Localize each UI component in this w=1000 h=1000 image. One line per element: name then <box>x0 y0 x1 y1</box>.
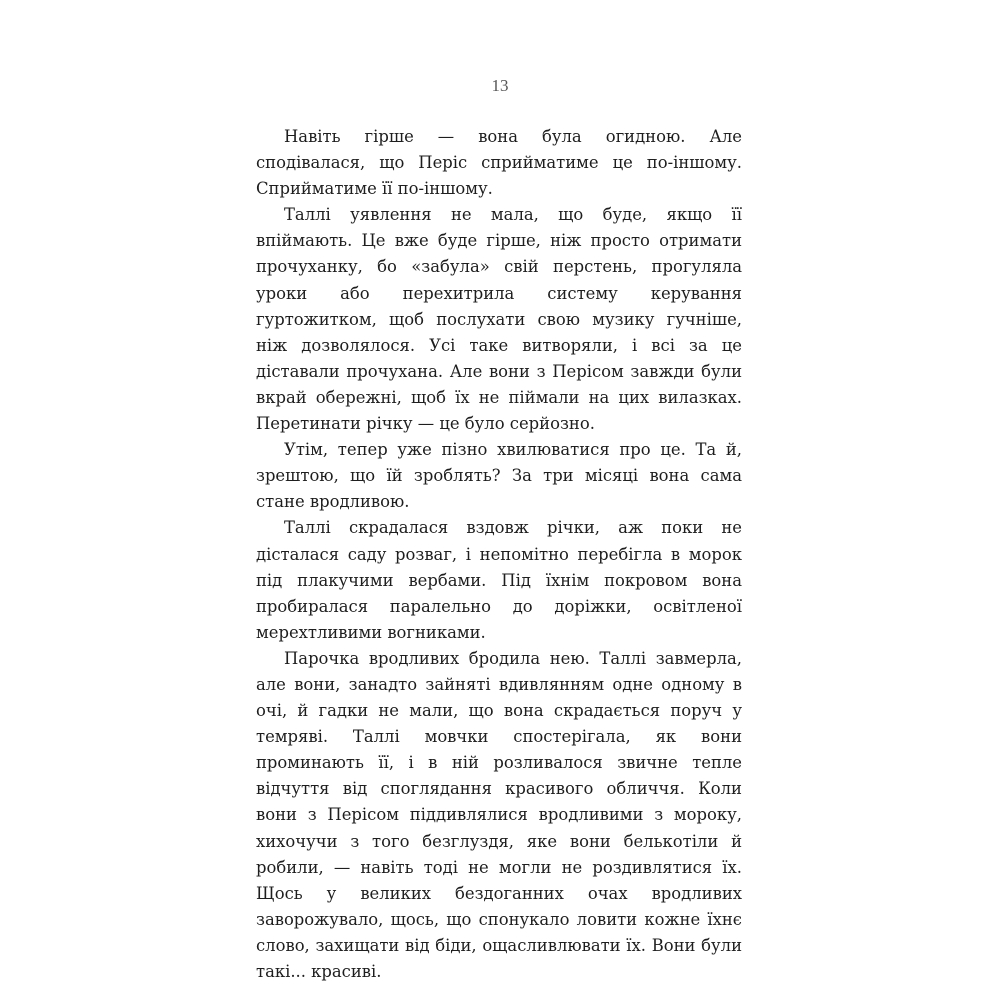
paragraph-2: Таллі уявлення не мала, що буде, якщо її впіймають. Це вже буде гірше, ніж просто отримати прочуханку, бо «забула» свій перстень, прогуляла уроки або перехитрила систему керування гуртожитком, щоб послухати свою музику гучніше, ніж дозволялося. Усі таке витворяли, і всі за це діставали прочухана. Але вони з Перісом завжди були вкрай обережні, щоб їх не піймали на цих вилазках. Перетинати річку — це було серйозно. <box>256 205 742 434</box>
page-number: 13 <box>491 76 509 95</box>
paragraph-3: Утім, тепер уже пізно хвилюватися про це. Та й, зрештою, що їй зроблять? За три місяці вона сама стане вродливою. <box>256 440 742 512</box>
body-text <box>256 124 742 985</box>
paragraph-4: Таллі скрадалася вздовж річки, аж поки не дісталася саду розваг, і непомітно перебігла в морок під плакучими вербами. Під їхнім покровом вона пробиралася паралельно до доріжки, освітленої мерехтливими вогниками. <box>256 518 742 642</box>
paragraph-1: Навіть гірше — вона була огидною. Але сподівалася, що Періс сприйматиме це по-іншому. Сприйматиме її по-іншому. <box>256 127 742 199</box>
paragraph-5: Парочка вродливих бродила нею. Таллі завмерла, але вони, занадто зайняті вдивлянням одне одному в очі, й гадки не мали, що вона скрадається поруч у темряві. Таллі мовчки спостерігала, як вони проминають її, і в ній розливалося звичне тепле відчуття від споглядання красивого обличчя. Коли вони з Перісом піддивлялися вродливими з мороку, хихочучи з того безглуздя, яке вони белькотіли й робили, — навіть тоді не могли не роздивлятися їх. Щось у великих бездоганних очах вродливих заворожувало, щось, що спонукало ловити кожне їхнє слово, захищати від біди, ощасливлювати їх. Вони були такі... красиві. <box>256 648 742 981</box>
